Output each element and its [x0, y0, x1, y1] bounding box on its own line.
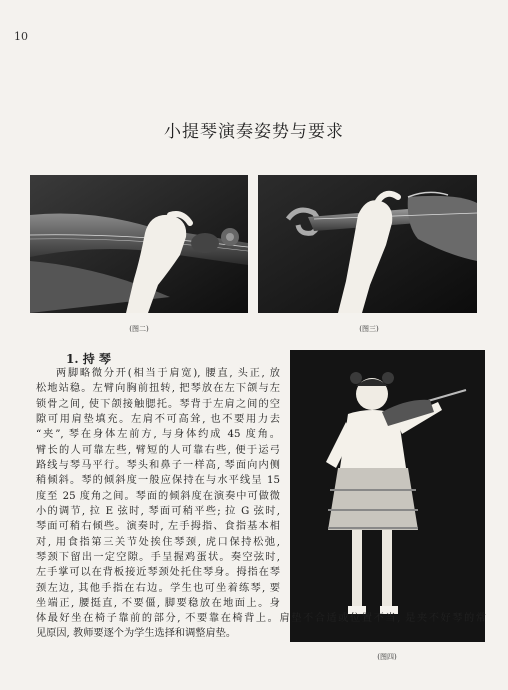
text-line: 度至 25 度角之间。琴面的倾斜度在演奏中可做微	[36, 490, 280, 502]
text-line: 颈左边, 其他手指在右边。学生也可坐着练琴, 要	[36, 582, 280, 594]
text-line: 松地站稳。左臂向胸前扭转, 把琴放在左下颌与左	[36, 383, 280, 395]
body-text-full	[36, 611, 486, 642]
figure-4-caption: (图四)	[377, 653, 397, 661]
section-heading: 1. 持 琴	[66, 352, 111, 366]
body-text-column	[36, 366, 280, 612]
text-line: 见原因, 教师要逐个为学生选择和调整肩垫。	[36, 628, 237, 640]
text-line: 稍倾斜。琴的倾斜度一般应保持在与水平线呈 15	[36, 475, 280, 487]
text-line: 小的调节, 拉 E 弦时, 琴面可稍平些; 拉 G 弦时,	[36, 506, 280, 518]
figure-2-photo	[30, 175, 248, 313]
figure-3-photo	[258, 175, 477, 313]
text-line: 左手掌可以在背板接近琴颈处托住琴身。拇指在琴	[36, 567, 280, 579]
text-line: 锁骨之间, 使下颌接触腮托。琴背于左肩之间的空	[36, 398, 280, 410]
page-number: 10	[14, 30, 28, 43]
text-line: 路线与琴马平行。琴头和鼻子一样高, 琴面向内侧	[36, 460, 280, 472]
figure-2-caption: (图二)	[129, 325, 149, 333]
text-line: 琴颈下留出一定空隙。手呈握鸡蛋状。奏空弦时,	[36, 552, 280, 564]
text-line: 坐端正, 腰挺直, 不要僵, 脚要稳放在地面上。身	[36, 598, 280, 610]
text-line: 隙可用肩垫填充。左肩不可高耸, 也不要用力去	[36, 414, 280, 426]
text-line: 体最好坐在椅子靠前的部分, 不要靠在椅背上。肩垫不合适或位置不当, 是夹不好琴的常	[36, 613, 486, 624]
page-title: 小提琴演奏姿势与要求	[164, 122, 344, 142]
text-line: 两脚略微分开(相当于肩宽), 腰直, 头正, 放	[56, 368, 280, 379]
text-line: “夹”, 琴在身体左前方, 与身体约成 45 度角。	[36, 429, 280, 441]
text-line: 对, 用食指第三关节处挨住琴颈, 虎口保持松弛,	[36, 536, 280, 548]
text-line: 琴面可稍右倾些。演奏时, 左手拇指、食指基本相	[36, 521, 280, 533]
text-line: 臂长的人可靠左些, 臂短的人可靠右些, 便于运弓	[36, 444, 280, 456]
figure-3-caption: (图三)	[359, 325, 379, 333]
figure-4-photo	[290, 350, 485, 642]
